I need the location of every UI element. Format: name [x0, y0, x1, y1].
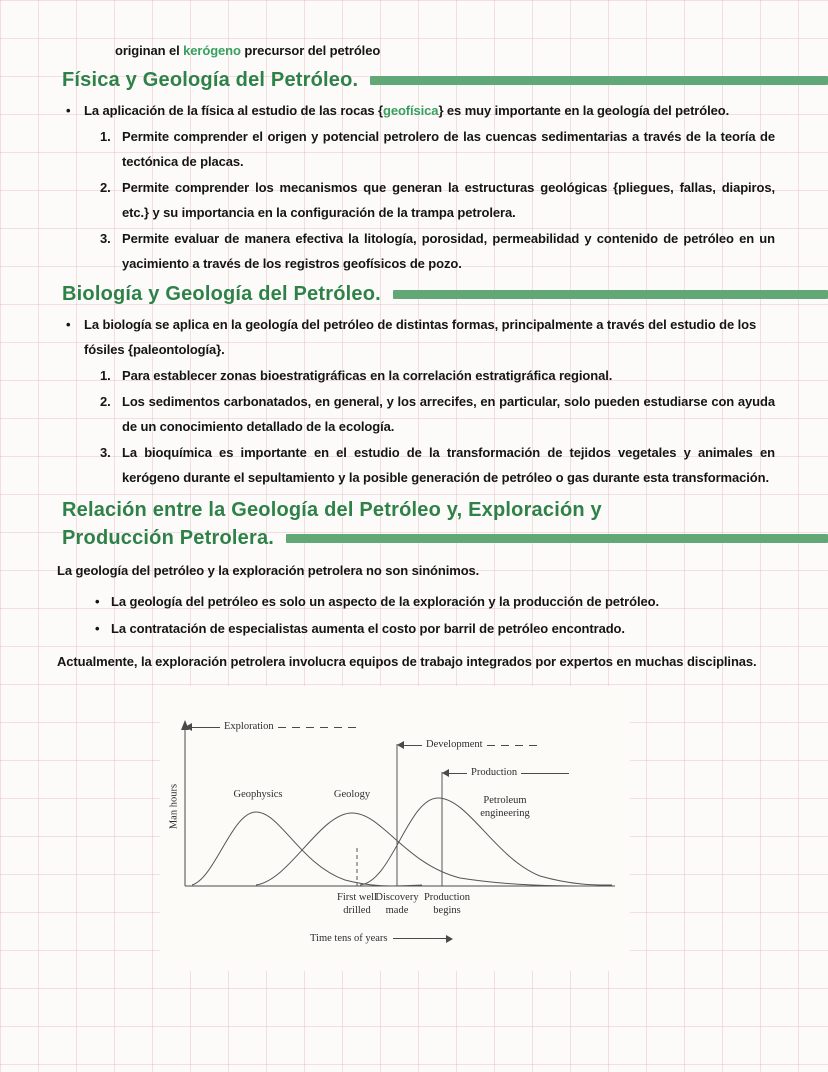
x-axis-label-row	[310, 932, 451, 945]
relacion-para-1: La geología del petróleo y la exploración petrolera no son sinónimos.	[57, 563, 480, 578]
heading-relacion-line2	[62, 524, 828, 552]
fisica-item-1	[100, 124, 775, 174]
exploration-label: Exploration	[224, 721, 274, 733]
x-axis-label: Time tens of years	[310, 933, 388, 944]
item-text: Permite evaluar de manera efectiva la litología, porosidad, permeabilidad y contenido de petróleo en un yacimiento a través de los registros geofísicos de pozo.	[122, 231, 775, 271]
discovery-label: Discovery made	[375, 892, 419, 917]
development-label: Development	[426, 739, 483, 751]
production-label: Production	[471, 767, 518, 779]
geophysics-curve	[192, 812, 422, 886]
production-phase	[442, 767, 569, 779]
phase-dashes	[278, 727, 356, 728]
fisica-item-3	[100, 226, 775, 276]
bullet-marker: •	[95, 594, 100, 609]
heading-highlight-bar	[286, 534, 828, 543]
item-text: Los sedimentos carbonatados, en general, y los arrecifes, en particular, solo pueden estudiarse con ayuda de un conocimiento detallado de la ecología.	[122, 394, 775, 434]
bullet-marker: •	[95, 621, 100, 636]
arrow-left-icon	[185, 723, 192, 731]
petroleum-engineering-label: Petroleum engineering	[480, 795, 530, 820]
fisica-item-2	[100, 175, 775, 225]
development-phase	[397, 739, 542, 751]
phase-line	[449, 773, 467, 774]
relacion-bullet-1	[95, 589, 783, 614]
biologia-item-3	[100, 440, 775, 490]
item-number: 1.	[100, 368, 111, 383]
item-number: 2.	[100, 394, 111, 409]
fisica-bullet-keyword: geofísica	[382, 103, 439, 118]
geology-curve	[256, 813, 596, 886]
arrow-left-icon	[397, 741, 404, 749]
item-number: 3.	[100, 231, 111, 246]
item-text: Permite comprender el origen y potencial petrolero de las cuencas sedimentarias a través de la teoría de tectónica de placas.	[122, 129, 775, 169]
fisica-bullet-text	[84, 98, 783, 123]
heading-relacion-title2: Producción Petrolera.	[62, 526, 275, 549]
exploration-phase	[185, 721, 356, 733]
phase-dashes	[487, 745, 542, 746]
phase-line	[404, 745, 422, 746]
biologia-item-2	[100, 389, 775, 439]
heading-fisica	[62, 66, 828, 94]
biologia-bullet-text: La biología se aplica en la geología del petróleo de distintas formas, principalmente a través del estudio de los fósiles {paleontología}.	[84, 317, 757, 357]
geology-label: Geology	[333, 789, 371, 800]
item-number: 2.	[100, 180, 111, 195]
bullet-marker: •	[66, 103, 71, 118]
intro-line	[115, 40, 828, 62]
item-text: Permite comprender los mecanismos que generan la estructuras geológicas {pliegues, fallas, diapiros, etc.} y su importancia en la configuración de la trampa petrolera.	[122, 180, 775, 220]
fisica-bullet-pre: La aplicación de la física al estudio de las rocas {	[84, 103, 383, 118]
heading-biologia-title: Biología y Geología del Petróleo.	[62, 282, 381, 305]
phase-line	[192, 727, 220, 728]
arrow-left-icon	[442, 769, 449, 777]
heading-highlight-bar	[370, 76, 828, 85]
y-axis-label: Man hours	[168, 783, 180, 830]
fisica-bullet-post: } es muy importante en la geología del petróleo.	[438, 103, 730, 118]
biologia-bullet	[66, 312, 783, 362]
heading-relacion-line1: Relación entre la Geología del Petróleo y, Exploración y	[62, 499, 602, 521]
phase-line	[521, 773, 569, 774]
bullet-marker: •	[66, 317, 71, 332]
heading-highlight-bar	[393, 290, 828, 299]
intro-pre: originan el	[115, 43, 184, 58]
production-begins-label: Production begins	[423, 892, 471, 917]
heading-biologia	[62, 280, 828, 308]
intro-post: precursor del petróleo	[240, 43, 381, 58]
item-number: 3.	[100, 445, 111, 460]
item-text: Para establecer zonas bioestratigráficas en la correlación estratigráfica regional.	[122, 368, 613, 383]
relacion-bullet-2	[95, 616, 783, 641]
biologia-item-1	[100, 363, 775, 388]
intro-keyword: kerógeno	[183, 43, 241, 58]
item-text: La bioquímica es importante en el estudio de la transformación de tejidos vegetales y animales en kerógeno durante el sepultamiento y la posible generación de petróleo o gas durante esta transformación.	[122, 445, 775, 485]
relacion-bullet-2-text: La contratación de especialistas aumenta el costo por barril de petróleo encontrado.	[111, 621, 625, 636]
x-axis-arrow-icon	[393, 938, 451, 939]
relacion-bullet-1-text: La geología del petróleo es solo un aspecto de la exploración y la producción de petróleo.	[111, 594, 659, 609]
geophysics-label: Geophysics	[233, 789, 283, 800]
heading-fisica-title: Física y Geología del Petróleo.	[62, 68, 359, 91]
item-number: 1.	[100, 129, 111, 144]
exploration-timeline-figure	[160, 686, 630, 971]
relacion-para-2: Actualmente, la exploración petrolera involucra equipos de trabajo integrados por expertos en muchas disciplinas.	[57, 654, 757, 669]
first-well-label: First well drilled	[337, 892, 377, 917]
fisica-bullet	[66, 98, 783, 123]
